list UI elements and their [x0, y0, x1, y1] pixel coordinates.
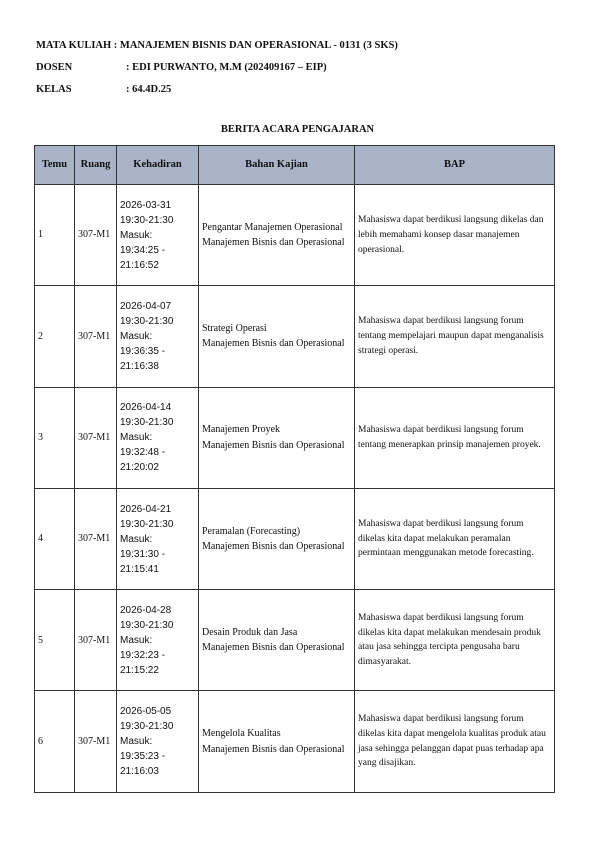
attendance-date: 2026-04-28 — [120, 604, 172, 616]
attendance-range: 19:34:25 - 21:16:52 — [120, 244, 166, 271]
attendance-range: 19:35:23 - 21:16:03 — [120, 751, 166, 778]
cell-temu: 4 — [35, 488, 75, 589]
cell-ruang: 307-M1 — [75, 590, 117, 691]
table-row — [35, 488, 555, 589]
bahan-title: Peramalan (Forecasting) — [202, 525, 301, 537]
bahan-subject: Manajemen Bisnis dan Operasional — [202, 439, 345, 451]
cell-temu: 5 — [35, 590, 75, 691]
attendance-range: 19:31:30 - 21:15:41 — [120, 548, 166, 575]
cell-kehadiran — [117, 590, 199, 691]
bahan-title: Pengantar Manajemen Operasional — [202, 221, 343, 233]
attendance-time: 19:30-21:30 — [120, 721, 174, 733]
table-row — [35, 590, 555, 691]
table-row — [35, 286, 555, 387]
header-temu: Temu — [35, 146, 75, 185]
cell-ruang: 307-M1 — [75, 286, 117, 387]
table-row — [35, 185, 555, 286]
cell-ruang: 307-M1 — [75, 691, 117, 792]
header-kehadiran: Kehadiran — [117, 146, 199, 185]
cell-bap: Mahasiswa dapat berdikusi langsung forum dikelas kita dapat melakukan peramalan permintaan menggunakan metode forecasting. — [355, 488, 555, 589]
attendance-time: 19:30-21:30 — [120, 214, 174, 226]
bahan-subject: Manajemen Bisnis dan Operasional — [202, 338, 345, 350]
cell-bap: Mahasiswa dapat berdikusi langsung dikelas dan lebih memahami konsep dasar manajemen operasional. — [355, 185, 555, 286]
attendance-masuk: Masuk: — [120, 330, 153, 342]
cell-temu: 2 — [35, 286, 75, 387]
class-value: : 64.4D.25 — [126, 84, 172, 95]
cell-bap: Mahasiswa dapat berdikusi langsung forum dikelas kita dapat mengelola kualitas produk atau jasa sehingga pelanggan dapat puas terhadap apa yang disajikan. — [355, 691, 555, 792]
header-bahan-kajian: Bahan Kajian — [199, 146, 355, 185]
bahan-title: Manajemen Proyek — [202, 424, 281, 436]
attendance-date: 2026-03-31 — [120, 199, 172, 211]
cell-bahan-kajian — [199, 286, 355, 387]
attendance-time: 19:30-21:30 — [120, 417, 174, 429]
course-label: MATA KULIAH : — [36, 40, 118, 51]
cell-bahan-kajian — [199, 185, 355, 286]
cell-ruang: 307-M1 — [75, 387, 117, 488]
class-line — [36, 84, 171, 95]
lecturer-label: DOSEN — [36, 62, 73, 73]
attendance-masuk: Masuk: — [120, 229, 153, 241]
attendance-range: 19:32:48 - 21:20:02 — [120, 447, 166, 474]
table-header-row — [35, 146, 555, 185]
cell-kehadiran — [117, 691, 199, 792]
cell-ruang: 307-M1 — [75, 185, 117, 286]
attendance-masuk: Masuk: — [120, 736, 153, 748]
cell-bahan-kajian — [199, 387, 355, 488]
bahan-subject: Manajemen Bisnis dan Operasional — [202, 541, 345, 553]
attendance-time: 19:30-21:30 — [120, 315, 174, 327]
cell-ruang: 307-M1 — [75, 488, 117, 589]
cell-temu: 6 — [35, 691, 75, 792]
lecturer-value: : EDI PURWANTO, M.M (202409167 – EIP) — [126, 62, 327, 73]
cell-temu: 3 — [35, 387, 75, 488]
attendance-range: 19:32:23 - 21:15:22 — [120, 649, 166, 676]
lecturer-line — [36, 62, 327, 73]
attendance-date: 2026-04-14 — [120, 402, 172, 414]
attendance-date: 2026-05-05 — [120, 706, 172, 718]
cell-kehadiran — [117, 488, 199, 589]
bahan-title: Mengelola Kualitas — [202, 728, 281, 740]
attendance-date: 2026-04-21 — [120, 503, 172, 515]
cell-bahan-kajian — [199, 590, 355, 691]
class-label: KELAS — [36, 84, 72, 95]
cell-kehadiran — [117, 387, 199, 488]
table-row — [35, 387, 555, 488]
cell-bap: Mahasiswa dapat berdikusi langsung forum tentang mempelajari maupun dapat menganalisis strategi operasi. — [355, 286, 555, 387]
course-value: MANAJEMEN BISNIS DAN OPERASIONAL - 0131 (3 SKS) — [119, 40, 398, 51]
attendance-time: 19:30-21:30 — [120, 518, 174, 530]
bahan-subject: Manajemen Bisnis dan Operasional — [202, 642, 345, 654]
header-ruang: Ruang — [75, 146, 117, 185]
attendance-masuk: Masuk: — [120, 533, 153, 545]
cell-bahan-kajian — [199, 691, 355, 792]
bahan-title: Strategi Operasi — [202, 322, 267, 334]
cell-bap: Mahasiswa dapat berdikusi langsung forum tentang menerapkan prinsip manajemen proyek. — [355, 387, 555, 488]
cell-kehadiran — [117, 185, 199, 286]
course-line — [36, 40, 398, 51]
attendance-date: 2026-04-07 — [120, 300, 172, 312]
cell-bahan-kajian — [199, 488, 355, 589]
attendance-range: 19:36:35 - 21:16:38 — [120, 345, 166, 372]
teaching-record-table — [34, 145, 555, 793]
attendance-masuk: Masuk: — [120, 634, 153, 646]
table-row — [35, 691, 555, 792]
attendance-masuk: Masuk: — [120, 432, 153, 444]
document-title: BERITA ACARA PENGAJARAN — [220, 124, 375, 135]
cell-bap: Mahasiswa dapat berdikusi langsung forum dikelas kita dapat melakukan mendesain produk atau jasa sehingga tercipta pengusaha baru dimasyarakat. — [355, 590, 555, 691]
cell-kehadiran — [117, 286, 199, 387]
cell-temu: 1 — [35, 185, 75, 286]
bahan-subject: Manajemen Bisnis dan Operasional — [202, 237, 345, 249]
bahan-subject: Manajemen Bisnis dan Operasional — [202, 743, 345, 755]
attendance-time: 19:30-21:30 — [120, 619, 174, 631]
bahan-title: Desain Produk dan Jasa — [202, 626, 298, 638]
header-bap: BAP — [355, 146, 555, 185]
